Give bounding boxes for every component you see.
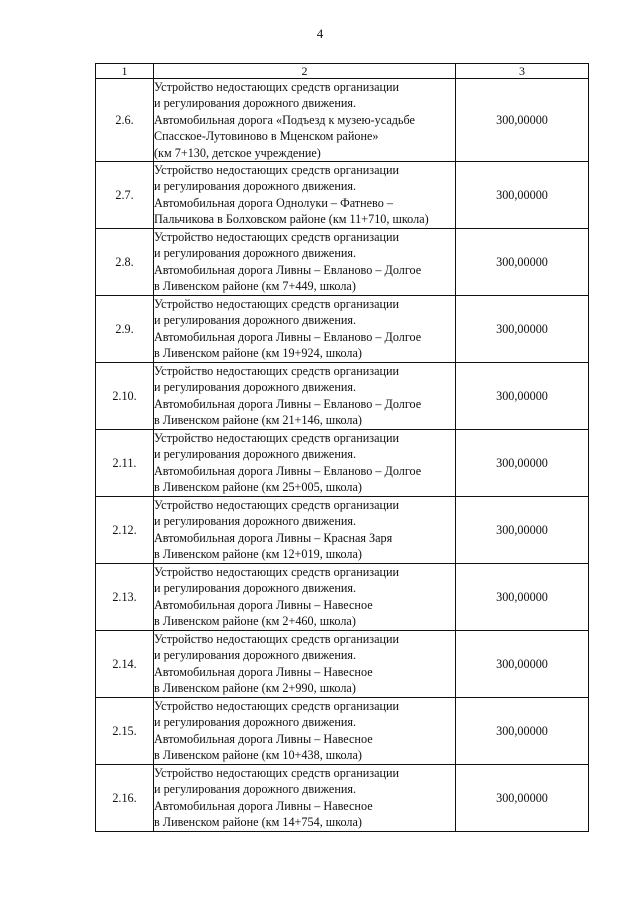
description-line: и регулирования дорожного движения. [154,581,357,596]
description-line: и регулирования дорожного движения. [154,782,357,797]
description-line: в Ливенском районе (км 19+924, школа) [154,346,362,361]
row-number: 2.15. [96,698,154,765]
description-line: и регулирования дорожного движения. [154,715,357,730]
data-table [95,63,589,832]
row-description [154,229,456,296]
column-header-amount: 3 [456,64,589,79]
description-line: Пальчикова в Болховском районе (км 11+710, школа) [154,212,429,227]
description-line: в Ливенском районе (км 25+005, школа) [154,480,362,495]
description-line: Автомобильная дорога Ливны – Красная Заря [154,530,393,545]
row-amount: 300,00000 [456,363,589,430]
description-line: Устройство недостающих средств организации [154,80,400,94]
description-line: Автомобильная дорога Ливны – Навесное [154,664,373,679]
description-line: и регулирования дорожного движения. [154,179,357,194]
description-line: (км 7+130, детское учреждение) [154,145,321,160]
row-description [154,79,456,162]
row-description [154,296,456,363]
description-line: Спасское-Лутовиново в Мценском районе» [154,129,379,144]
table-row [96,564,589,631]
row-number: 2.9. [96,296,154,363]
row-number: 2.16. [96,765,154,832]
description-line: в Ливенском районе (км 2+460, школа) [154,614,356,629]
description-line: Автомобильная дорога Ливны – Навесное [154,798,373,813]
row-amount: 300,00000 [456,162,589,229]
table-row [96,296,589,363]
description-line: Автомобильная дорога Ливны – Евланово – Долгое [154,329,422,344]
table-row [96,162,589,229]
description-line: и регулирования дорожного движения. [154,313,357,328]
table-row [96,430,589,497]
row-amount: 300,00000 [456,79,589,162]
page-number: 4 [316,26,324,41]
description-line: и регулирования дорожного движения. [154,380,357,395]
description-line: Устройство недостающих средств организации [154,498,400,513]
description-line: и регулирования дорожного движения. [154,447,357,462]
row-description [154,363,456,430]
row-amount: 300,00000 [456,765,589,832]
column-header-number: 1 [96,64,154,79]
row-amount: 300,00000 [456,564,589,631]
description-line: в Ливенском районе (км 21+146, школа) [154,413,362,428]
description-line: Устройство недостающих средств организации [154,699,400,714]
description-line: в Ливенском районе (км 10+438, школа) [154,748,362,763]
row-number: 2.12. [96,497,154,564]
table-row [96,363,589,430]
description-line: Автомобильная дорога Ливны – Евланово – Долгое [154,396,422,411]
description-line: Автомобильная дорога Ливны – Навесное [154,597,373,612]
description-line: и регулирования дорожного движения. [154,648,357,663]
description-line: Автомобильная дорога Ливны – Навесное [154,731,373,746]
row-amount: 300,00000 [456,296,589,363]
description-line: в Ливенском районе (км 14+754, школа) [154,815,362,830]
row-description [154,497,456,564]
row-number: 2.13. [96,564,154,631]
description-line: Автомобильная дорога Ливны – Евланово – Долгое [154,463,422,478]
description-line: в Ливенском районе (км 7+449, школа) [154,279,356,294]
row-description [154,162,456,229]
row-number: 2.6. [96,79,154,162]
row-number: 2.11. [96,430,154,497]
table-row [96,698,589,765]
row-description [154,430,456,497]
row-amount: 300,00000 [456,430,589,497]
description-line: Устройство недостающих средств организации [154,163,400,178]
row-number: 2.14. [96,631,154,698]
description-line: Автомобильная дорога «Подъезд к музею-усадьбе [154,112,415,127]
table-header-row [96,64,589,79]
description-line: Автомобильная дорога Однолуки – Фатнево – [154,195,393,210]
table-row [96,229,589,296]
table-row [96,765,589,832]
row-description [154,698,456,765]
row-description [154,631,456,698]
row-amount: 300,00000 [456,631,589,698]
description-line: Устройство недостающих средств организации [154,297,400,312]
description-line: и регулирования дорожного движения. [154,514,357,529]
row-number: 2.10. [96,363,154,430]
table-row [96,631,589,698]
table-body [96,79,589,832]
description-line: Устройство недостающих средств организации [154,766,400,781]
description-line: Устройство недостающих средств организации [154,230,400,245]
row-description [154,564,456,631]
column-header-description: 2 [154,64,456,79]
description-line: в Ливенском районе (км 12+019, школа) [154,547,362,562]
row-description [154,765,456,832]
description-line: Устройство недостающих средств организации [154,364,400,379]
description-line: Устройство недостающих средств организации [154,431,400,446]
description-line: в Ливенском районе (км 2+990, школа) [154,681,356,696]
row-number: 2.8. [96,229,154,296]
row-amount: 300,00000 [456,497,589,564]
row-amount: 300,00000 [456,698,589,765]
table-row [96,79,589,162]
row-number: 2.7. [96,162,154,229]
description-line: Устройство недостающих средств организации [154,632,400,647]
table-row [96,497,589,564]
row-amount: 300,00000 [456,229,589,296]
description-line: Устройство недостающих средств организации [154,565,400,580]
description-line: Автомобильная дорога Ливны – Евланово – Долгое [154,262,422,277]
description-line: и регулирования дорожного движения. [154,96,357,111]
description-line: и регулирования дорожного движения. [154,246,357,261]
